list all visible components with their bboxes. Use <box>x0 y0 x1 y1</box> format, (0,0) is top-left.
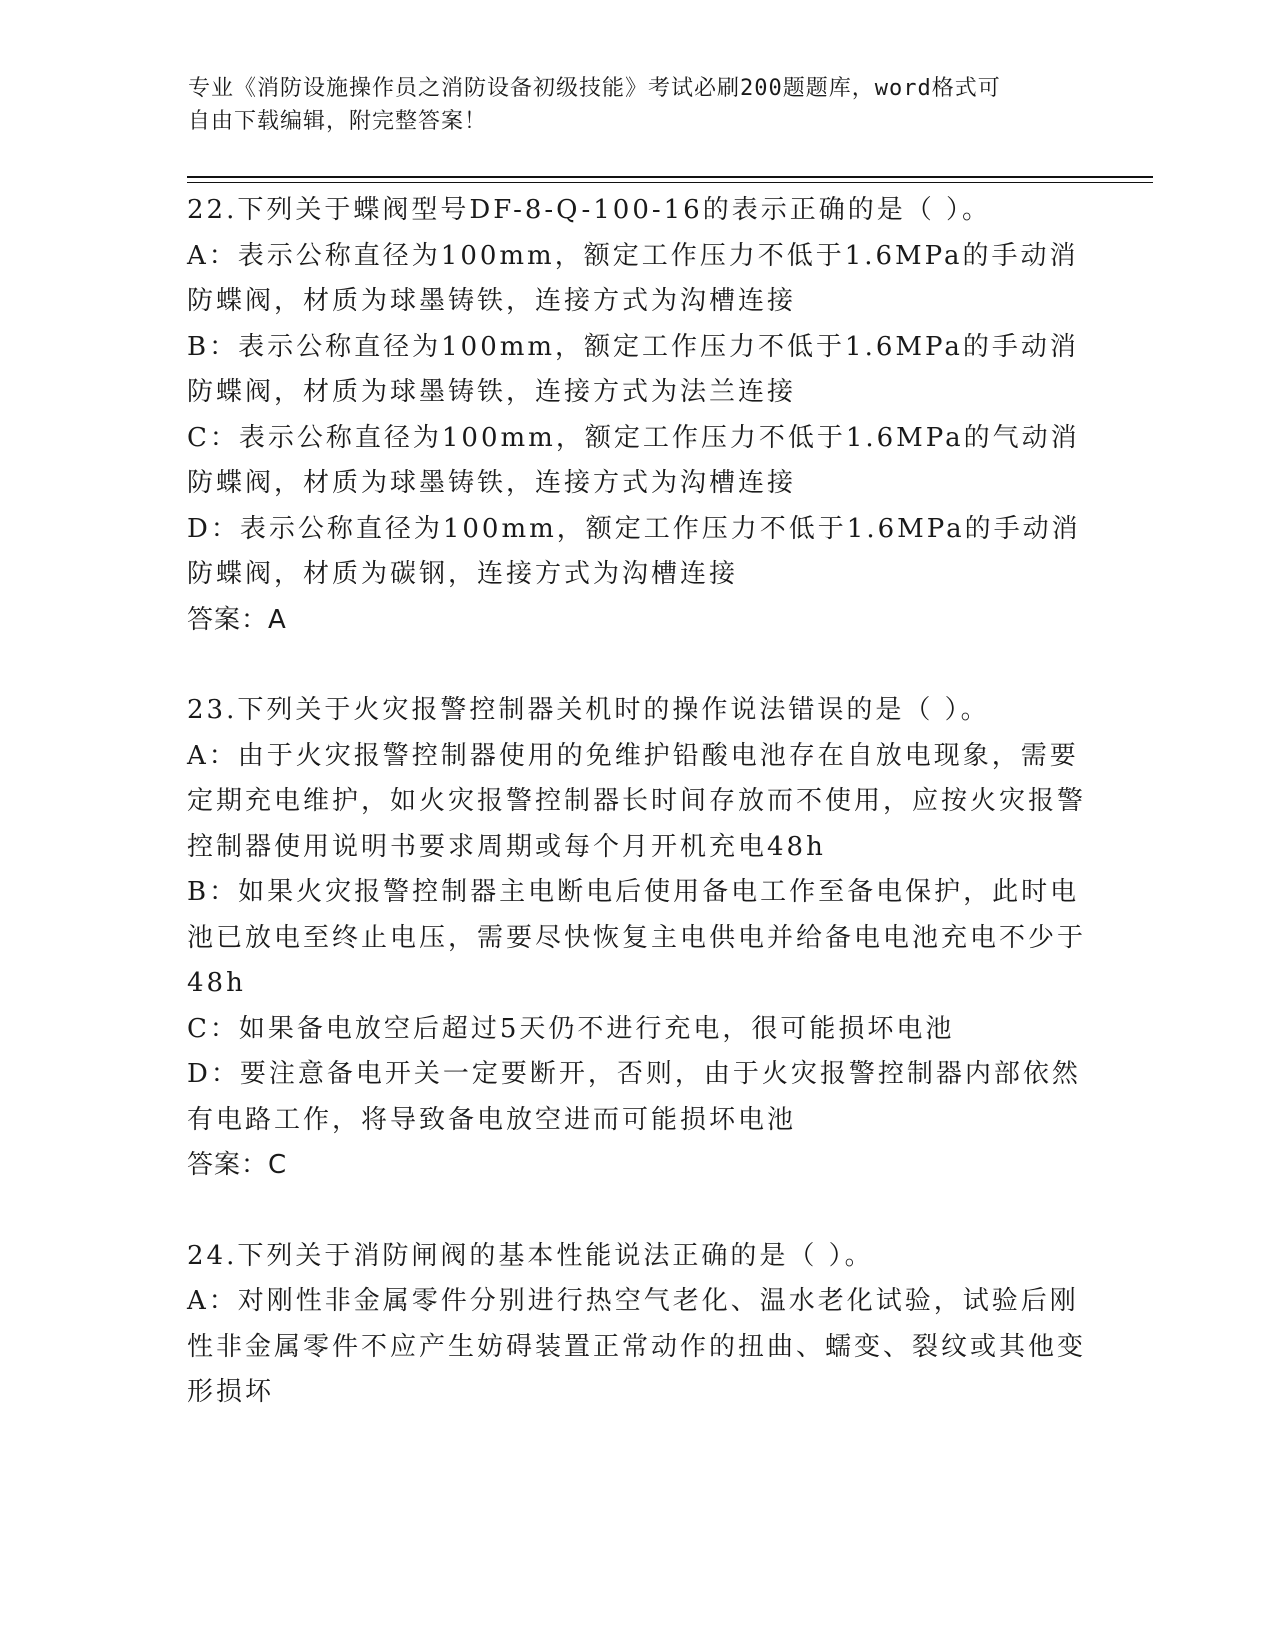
header-line-1: 专业《消防设施操作员之消防设备初级技能》考试必刷200题题库，word格式可 <box>188 76 1001 101</box>
option-b: B：表示公称直径为100mm，额定工作压力不低于1.6MPa的手动消防蝶阀，材质为球墨铸铁，连接方式为法兰连接 <box>187 331 1079 407</box>
header-line-2: 自由下载编辑，附完整答案！ <box>188 109 488 134</box>
answer: 答案：C <box>187 1150 288 1180</box>
option-a: A：表示公称直径为100mm，额定工作压力不低于1.6MPa的手动消防蝶阀，材质为球墨铸铁，连接方式为沟槽连接 <box>187 240 1079 316</box>
option-a: A：对刚性非金属零件分别进行热空气老化、温水老化试验，试验后刚性非金属零件不应产生妨碍装置正常动作的扭曲、蠕变、裂纹或其他变形损坏 <box>187 1286 1087 1407</box>
question-22 <box>187 188 1087 643</box>
answer: 答案：A <box>187 604 287 635</box>
option-d: D：要注意备电开关一定要断开，否则，由于火灾报警控制器内部依然有电路工作，将导致备电放空进而可能损坏电池 <box>187 1059 1081 1135</box>
option-c: C：如果备电放空后超过5天仍不进行充电，很可能损坏电池 <box>187 1013 955 1044</box>
option-d: D：表示公称直径为100mm，额定工作压力不低于1.6MPa的手动消防蝶阀，材质为碳钢，连接方式为沟槽连接 <box>187 513 1081 589</box>
question-stem: 24.下列关于消防闸阀的基本性能说法正确的是（ ）。 <box>187 1240 874 1271</box>
question-list <box>187 188 1087 1461</box>
option-a: A：由于火灾报警控制器使用的免维护铅酸电池存在自放电现象，需要定期充电维护，如火灾报警控制器长时间存放而不使用，应按火灾报警控制器使用说明书要求周期或每个月开机充电48h <box>187 740 1087 862</box>
question-23 <box>187 688 1087 1189</box>
page-header <box>188 72 1068 138</box>
question-stem: 23.下列关于火灾报警控制器关机时的操作说法错误的是（ ）。 <box>187 695 990 725</box>
header-divider <box>187 176 1153 183</box>
question-24 <box>187 1234 1087 1416</box>
option-c: C：表示公称直径为100mm，额定工作压力不低于1.6MPa的气动消防蝶阀，材质为球墨铸铁，连接方式为沟槽连接 <box>187 422 1080 498</box>
question-stem: 22.下列关于蝶阀型号DF-8-Q-100-16的表示正确的是（ ）。 <box>187 195 991 225</box>
option-b: B：如果火灾报警控制器主电断电后使用备电工作至备电保护，此时电池已放电至终止电压，需要尽快恢复主电供电并给备电电池充电不少于48h <box>187 877 1087 998</box>
